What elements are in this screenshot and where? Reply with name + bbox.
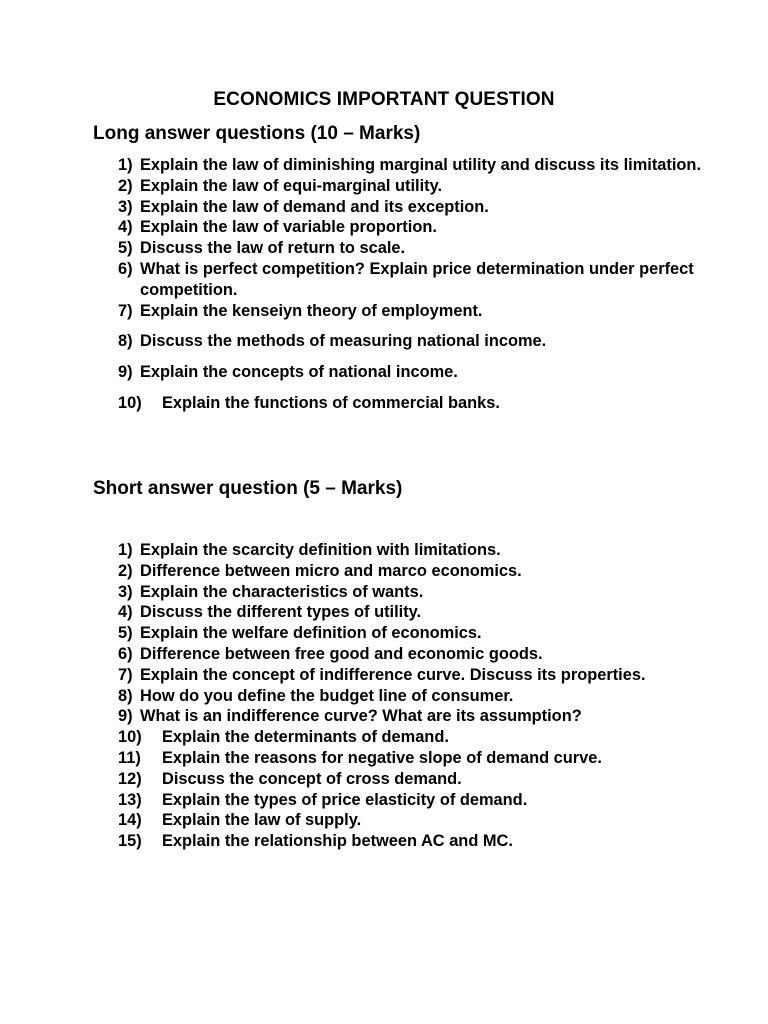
question-text: Explain the concepts of national income. [140,363,458,382]
question-number: 9) [118,363,133,382]
question-text: Discuss the methods of measuring national income. [140,332,547,351]
question-text: Discuss the different types of utility. [140,603,422,622]
list-item [118,197,738,218]
question-text: Explain the characteristics of wants. [140,582,424,601]
question-number: 12) [118,769,142,788]
question-text: Difference between free good and economic goods. [140,644,543,663]
short-answer-heading: Short answer question (5 – Marks) [93,478,403,499]
question-number: 8) [118,332,133,351]
question-text: Explain the law of variable proportion. [140,218,437,237]
list-item [118,561,738,582]
list-item [118,686,738,707]
list-item [118,362,738,383]
question-text: Explain the functions of commercial banks. [162,393,500,412]
list-item [118,665,738,686]
document-title: ECONOMICS IMPORTANT QUESTION [213,89,555,110]
long-answer-heading: Long answer questions (10 – Marks) [93,123,421,144]
list-item [118,727,738,748]
list-item [118,259,738,301]
question-text: Explain the scarcity definition with limitations. [140,541,501,559]
list-item [118,540,738,561]
question-number: 5) [118,624,133,643]
question-number: 10) [118,393,142,412]
question-number: 9) [118,707,133,726]
question-number: 6) [118,644,133,663]
list-item [118,331,738,352]
list-item [118,706,738,727]
list-item [118,393,738,414]
question-number: 7) [118,665,133,684]
question-text: Explain the law of demand and its exception. [140,197,489,216]
list-item [118,582,738,603]
short-question-list [118,540,738,852]
question-number: 3) [118,582,133,601]
question-number: 2) [118,176,133,195]
question-number: 6) [118,259,133,278]
question-number: 4) [118,603,133,622]
list-item [118,748,738,769]
question-text: Explain the determinants of demand. [162,728,449,747]
question-number: 1) [118,156,133,174]
list-item [118,238,738,259]
list-item [118,810,738,831]
question-text: Explain the relationship between AC and MC. [162,832,513,851]
question-text: What is an indifference curve? What are its assumption? [140,707,582,726]
question-text: Explain the reasons for negative slope of demand curve. [162,748,602,767]
question-number: 3) [118,197,133,216]
list-item [118,769,738,790]
list-item [118,301,738,322]
question-text: Difference between micro and marco economics. [140,561,522,580]
question-number: 13) [118,790,142,809]
list-item [118,623,738,644]
question-text: What is perfect competition? Explain price determination under perfect competition. [140,259,694,299]
question-number: 7) [118,301,133,320]
list-item [118,831,738,852]
question-number: 1) [118,541,133,559]
question-number: 14) [118,811,142,830]
question-text: How do you define the budget line of consumer. [140,686,514,705]
question-number: 4) [118,218,133,237]
list-item [118,602,738,623]
long-question-list [118,155,738,414]
question-number: 2) [118,561,133,580]
question-text: Explain the welfare definition of economics. [140,624,482,643]
question-text: Discuss the law of return to scale. [140,239,406,258]
list-item [118,790,738,811]
question-text: Explain the law of equi-marginal utility. [140,176,443,195]
question-text: Explain the types of price elasticity of demand. [162,790,528,809]
list-item [118,176,738,197]
list-item [118,217,738,238]
question-text: Explain the concept of indifference curve. Discuss its properties. [140,665,646,684]
list-item [118,155,738,176]
question-number: 15) [118,832,142,851]
question-number: 11) [118,748,141,767]
question-text: Explain the law of diminishing marginal utility and discuss its limitation. [140,156,702,174]
question-number: 8) [118,686,133,705]
question-number: 10) [118,728,142,747]
list-item [118,644,738,665]
question-text: Explain the law of supply. [162,811,362,830]
question-text: Explain the kenseiyn theory of employment. [140,301,483,320]
question-number: 5) [118,239,133,258]
question-text: Discuss the concept of cross demand. [162,769,462,788]
